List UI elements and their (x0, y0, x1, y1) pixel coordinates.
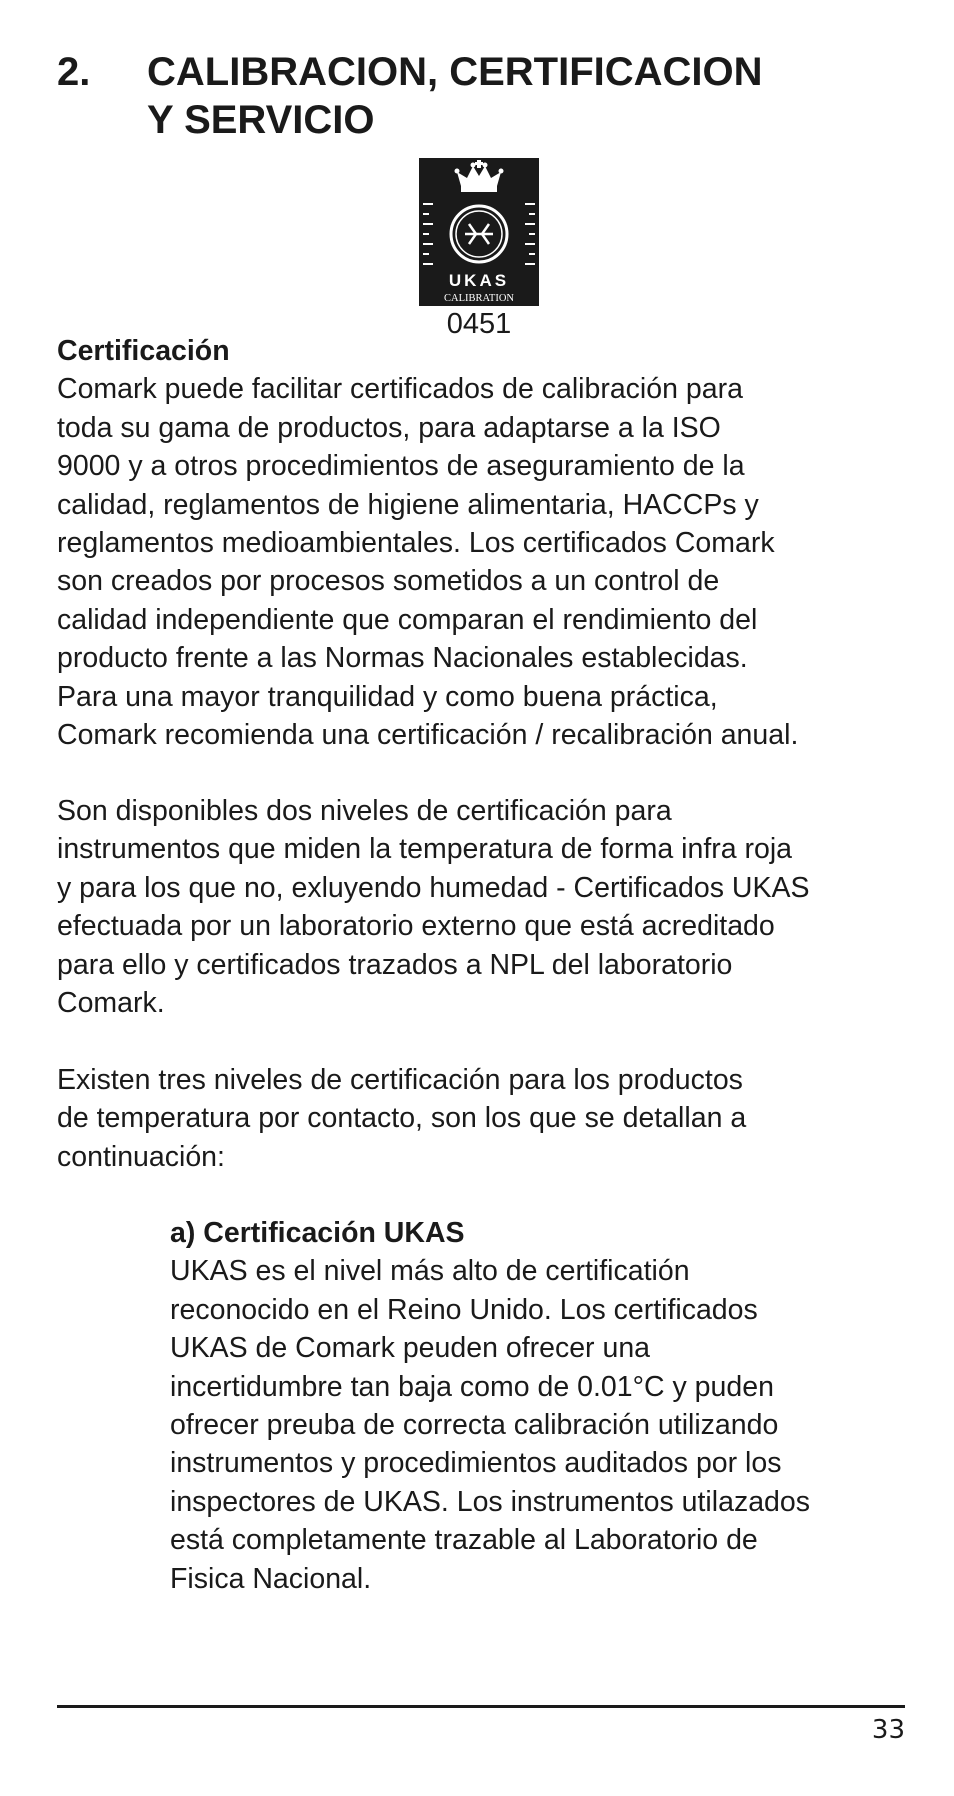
text-line: inspectores de UKAS. Los instrumentos utilazados (170, 1485, 810, 1518)
text-line: reconocido en el Reino Unido. Los certificados (170, 1293, 758, 1326)
certification-levels-paragraph (57, 792, 917, 1022)
section-title (147, 48, 907, 144)
text-line: Para una mayor tranquilidad y como buena práctica, (57, 680, 718, 713)
logo-text-calibration: CALIBRATION (444, 293, 514, 304)
text-line: continuación: (57, 1140, 225, 1173)
logo-text-ukas: UKAS (448, 271, 510, 290)
text-line: Son disponibles dos niveles de certificación para (57, 795, 672, 827)
text-line: instrumentos y procedimientos auditados por los (170, 1447, 782, 1480)
text-line: calidad, reglamentos de higiene alimentaria, HACCPs y (57, 488, 759, 521)
text-line: Comark recomienda una certificación / recalibración anual. (57, 719, 799, 752)
text-line: Comark puede facilitar certificados de calibración para (57, 373, 743, 406)
text-line: toda su gama de productos, para adaptarse a la ISO (57, 411, 721, 444)
text-line: efectuada por un laboratorio externo que está acreditado (57, 910, 775, 943)
certification-heading: Certificación (57, 335, 230, 367)
ukas-calibration-crown-logo-icon (419, 158, 539, 306)
text-line: calidad independiente que comparan el rendimiento del (57, 603, 758, 636)
accreditation-number: 0451 (446, 308, 512, 340)
text-line: son creados por procesos sometidos a un control de (57, 565, 720, 598)
page-number: 33 (871, 1715, 905, 1745)
contact-temperature-paragraph (57, 1061, 917, 1176)
text-line: UKAS es el nivel más alto de certificatión (170, 1255, 690, 1288)
footer-divider (57, 1705, 905, 1708)
text-line: UKAS de Comark peuden ofrecer una (170, 1332, 651, 1365)
certification-section (57, 332, 917, 754)
ukas-certification-heading: a) Certificación UKAS (170, 1217, 465, 1249)
text-line: está completamente trazable al Laboratorio de (170, 1524, 758, 1557)
section-title-line: Y SERVICIO (147, 98, 375, 142)
text-line: 9000 y a otros procedimientos de aseguramiento de la (57, 450, 745, 483)
text-line: reglamentos medioambientales. Los certificados Comark (57, 527, 775, 560)
text-line: instrumentos que miden la temperatura de forma infra roja (57, 833, 793, 866)
text-line: producto frente a las Normas Nacionales establecidas. (57, 642, 748, 675)
text-line: incertidumbre tan baja como de 0.01°C y puden (170, 1370, 774, 1403)
text-line: Existen tres niveles de certificación para los productos (57, 1064, 743, 1096)
text-line: ofrecer preuba de correcta calibración utilizando (170, 1409, 779, 1442)
ukas-certification-section (170, 1214, 930, 1598)
section-title-line: CALIBRACION, CERTIFICACION (147, 50, 763, 94)
text-line: y para los que no, exluyendo humedad - Certificados UKAS (57, 871, 810, 904)
section-number: 2. (57, 50, 91, 94)
text-line: de temperatura por contacto, son los que se detallan a (57, 1102, 747, 1135)
text-line: Comark. (57, 987, 165, 1020)
text-line: para ello y certificados trazados a NPL del laboratorio (57, 948, 733, 981)
text-line: Fisica Nacional. (170, 1562, 372, 1595)
